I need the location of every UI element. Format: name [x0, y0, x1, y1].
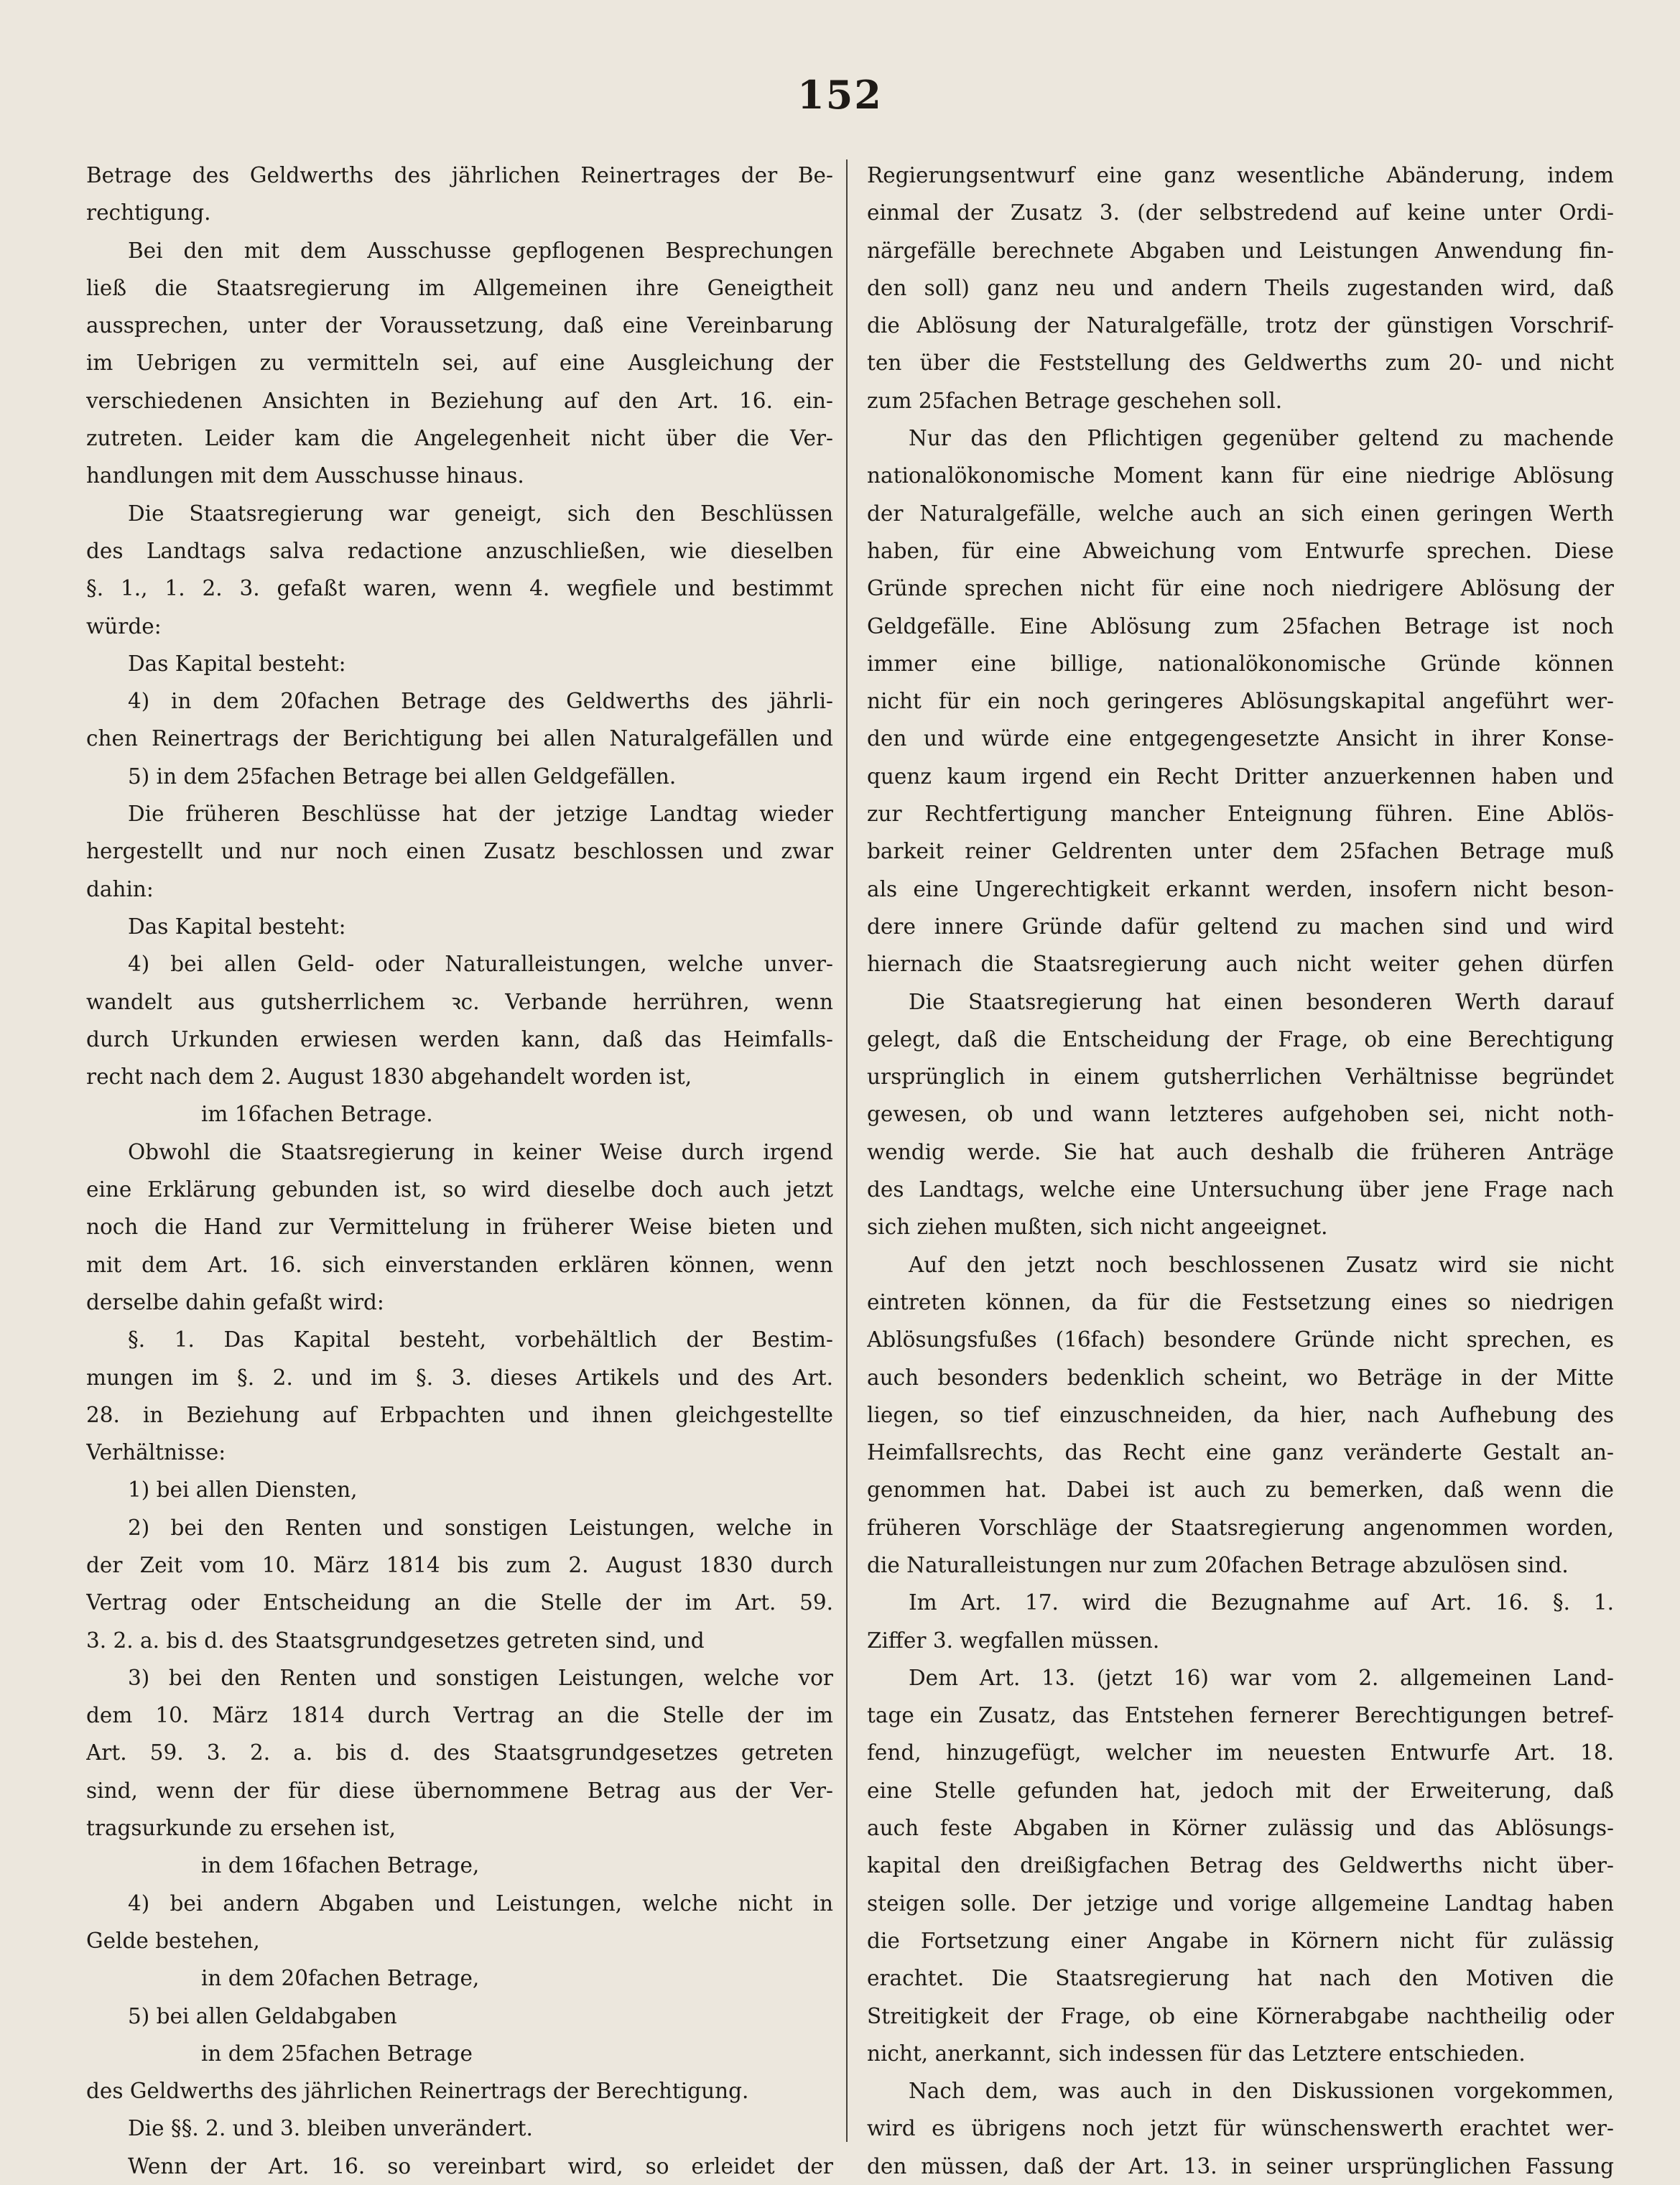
text-line: den soll) ganz neu und andern Theils zugestanden wird, daß — [867, 275, 1614, 300]
text-line: des Geldwerths des jährlichen Reinertrags der Berechtigung. — [86, 2079, 749, 2104]
text-line: auch feste Abgaben in Körner zulässig und das Ablösungs- — [867, 1816, 1614, 1841]
text-line: durch Urkunden erwiesen werden kann, daß das Heimfalls- — [86, 1026, 833, 1052]
text-line: des Landtags, welche eine Untersuchung über jene Frage nach — [867, 1177, 1614, 1202]
text-line: barkeit reiner Geldrenten unter dem 25fachen Betrage muß — [867, 839, 1614, 864]
text-line: 4) bei allen Geld- oder Naturalleistungen, welche unver- — [128, 952, 833, 977]
text-line: haben, für eine Abweichung vom Entwurfe sprechen. Diese — [867, 538, 1614, 563]
text-line: immer eine billige, nationalökonomische Gründe können — [867, 651, 1614, 676]
text-line: §. 1., 1. 2. 3. gefaßt waren, wenn 4. wegfiele und bestimmt — [86, 576, 833, 601]
text-line: in dem 16fachen Betrage, — [201, 1853, 480, 1878]
text-line: hiernach die Staatsregierung auch nicht weiter gehen dürfen — [867, 952, 1614, 977]
text-line: der Naturalgefälle, welche auch an sich einen geringen Werth — [867, 501, 1614, 526]
text-line: genommen hat. Dabei ist auch zu bemerken, daß wenn die — [867, 1477, 1614, 1503]
text-line: den und würde eine entgegengesetzte Ansicht in ihrer Konse- — [867, 726, 1614, 751]
text-line: erachtet. Die Staatsregierung hat nach den Motiven die — [867, 1966, 1614, 1991]
text-line: zur Rechtfertigung mancher Enteignung führen. Eine Ablös- — [867, 802, 1614, 827]
text-line: Heimfallsrechts, das Recht eine ganz veränderte Gestalt an- — [867, 1440, 1614, 1465]
right-column — [867, 157, 1614, 2185]
text-line: gewesen, ob und wann letzteres aufgehoben sei, nicht noth- — [867, 1102, 1614, 1127]
text-line: närgefälle berechnete Abgaben und Leistungen Anwendung fin- — [867, 238, 1614, 263]
text-line: 5) bei allen Geldabgaben — [128, 2003, 397, 2028]
text-line: mit dem Art. 16. sich einverstanden erklären können, wenn — [86, 1252, 833, 1277]
text-line: dem 10. März 1814 durch Vertrag an die Stelle der im — [86, 1703, 833, 1728]
text-line: 3. 2. a. bis d. des Staatsgrundgesetzes getreten sind, und — [86, 1628, 705, 1653]
text-line: Dem Art. 13. (jetzt 16) war vom 2. allgemeinen Land- — [909, 1665, 1614, 1690]
text-line: zutreten. Leider kam die Angelegenheit nicht über die Ver- — [86, 426, 833, 451]
text-line: wandelt aus gutsherrlichem ꝛc. Verbande herrühren, wenn — [86, 989, 833, 1014]
text-line: Das Kapital besteht: — [128, 651, 346, 676]
text-line: Streitigkeit der Frage, ob eine Körnerabgabe nachtheilig oder — [867, 2003, 1614, 2028]
text-line: Die früheren Beschlüsse hat der jetzige Landtag wieder — [128, 802, 833, 827]
text-line: Obwohl die Staatsregierung in keiner Weise durch irgend — [128, 1139, 833, 1164]
text-line: der Zeit vom 10. März 1814 bis zum 2. August 1830 durch — [86, 1552, 833, 1577]
text-line: Art. 59. 3. 2. a. bis d. des Staatsgrundgesetzes getreten — [86, 1740, 833, 1766]
text-line: Die Staatsregierung war geneigt, sich den Beschlüssen — [128, 501, 833, 526]
text-line: hergestellt und nur noch einen Zusatz beschlossen und zwar — [86, 839, 833, 864]
text-line: eine Stelle gefunden hat, jedoch mit der Erweiterung, daß — [867, 1778, 1614, 1803]
text-line: rechtigung. — [86, 200, 211, 226]
text-line: Ablösungsfußes (16fach) besondere Gründe nicht sprechen, es — [867, 1327, 1614, 1353]
text-line: Auf den jetzt noch beschlossenen Zusatz wird sie nicht — [909, 1252, 1614, 1277]
text-line: Bei den mit dem Ausschusse gepflogenen Besprechungen — [128, 238, 833, 263]
text-line: Die Staatsregierung hat einen besonderen Werth darauf — [909, 989, 1614, 1014]
text-line: Nach dem, was auch in den Diskussionen vorgekommen, — [909, 2079, 1614, 2104]
text-line: 2) bei den Renten und sonstigen Leistungen, welche in — [128, 1515, 833, 1540]
text-line: Betrage des Geldwerths des jährlichen Reinertrages der Be- — [86, 163, 833, 187]
text-line: chen Reinertrags der Berichtigung bei allen Naturalgefällen und — [86, 726, 833, 751]
text-line: ließ die Staatsregierung im Allgemeinen ihre Geneigtheit — [86, 275, 833, 300]
text-line: recht nach dem 2. August 1830 abgehandelt worden ist, — [86, 1064, 692, 1090]
text-line: Im Art. 17. wird die Bezugnahme auf Art. 16. §. 1. — [909, 1590, 1614, 1615]
text-line: noch die Hand zur Vermittelung in früherer Weise bieten und — [86, 1215, 833, 1240]
text-line: Gelde bestehen, — [86, 1928, 260, 1953]
text-line: des Landtags salva redactione anzuschließen, wie dieselben — [86, 538, 833, 563]
text-line: nicht, anerkannt, sich indessen für das Letztere entschieden. — [867, 2041, 1526, 2066]
text-line: Wenn der Art. 16. so vereinbart wird, so erleidet der — [128, 2153, 833, 2179]
text-line: auch besonders bedenklich scheint, wo Beträge in der Mitte — [867, 1365, 1614, 1390]
text-line: Nur das den Pflichtigen gegenüber geltend zu machende — [909, 426, 1614, 451]
text-line: die Fortsetzung einer Angabe in Körnern nicht für zulässig — [867, 1928, 1614, 1953]
text-line: tage ein Zusatz, das Entstehen fernerer Berechtigungen betref- — [867, 1703, 1614, 1728]
text-line: würde: — [86, 613, 162, 639]
text-line: liegen, so tief einzuschneiden, da hier, nach Aufhebung des — [867, 1402, 1614, 1427]
text-line: dere innere Gründe dafür geltend zu machen sind und wird — [867, 914, 1614, 939]
text-line: im Uebrigen zu vermitteln sei, auf eine Ausgleichung der — [86, 351, 833, 376]
text-line: nicht für ein noch geringeres Ablösungskapital angeführt wer- — [867, 689, 1614, 714]
text-line: §. 1. Das Kapital besteht, vorbehältlich der Bestim- — [128, 1327, 833, 1353]
text-line: in dem 25fachen Betrage — [201, 2041, 473, 2066]
text-line: tragsurkunde zu ersehen ist, — [86, 1816, 396, 1841]
text-line: dahin: — [86, 876, 154, 901]
text-line: aussprechen, unter der Voraussetzung, daß eine Vereinbarung — [86, 313, 833, 338]
text-line: sind, wenn der für diese übernommene Betrag aus der Ver- — [86, 1778, 833, 1803]
text-line: handlungen mit dem Ausschusse hinaus. — [86, 463, 524, 488]
text-line: wird es übrigens noch jetzt für wünschenswerth erachtet wer- — [867, 2116, 1614, 2141]
text-line: verschiedenen Ansichten in Beziehung auf den Art. 16. ein- — [86, 388, 833, 413]
text-line: 5) in dem 25fachen Betrage bei allen Geldgefällen. — [128, 764, 677, 789]
text-line: Regierungsentwurf eine ganz wesentliche Abänderung, indem — [867, 163, 1614, 187]
text-line: früheren Vorschläge der Staatsregierung angenommen worden, — [867, 1515, 1614, 1540]
text-line: ten über die Feststellung des Geldwerths zum 20- und nicht — [867, 351, 1614, 376]
text-line: im 16fachen Betrage. — [201, 1102, 433, 1127]
page-number: 152 — [797, 72, 883, 118]
left-column — [86, 157, 833, 2185]
text-line: 4) in dem 20fachen Betrage des Geldwerths des jährli- — [128, 689, 833, 714]
text-line: ursprünglich in einem gutsherrlichen Verhältnisse begründet — [867, 1064, 1614, 1090]
text-line: derselbe dahin gefaßt wird: — [86, 1289, 384, 1314]
text-line: 1) bei allen Diensten, — [128, 1477, 358, 1503]
text-line: Ziffer 3. wegfallen müssen. — [867, 1628, 1160, 1653]
text-line: gelegt, daß die Entscheidung der Frage, ob eine Berechtigung — [867, 1026, 1614, 1052]
text-line: einmal der Zusatz 3. (der selbstredend auf keine unter Ordi- — [867, 200, 1614, 226]
text-line: 28. in Beziehung auf Erbpachten und ihnen gleichgestellte — [86, 1402, 833, 1427]
text-line: wendig werde. Sie hat auch deshalb die früheren Anträge — [867, 1139, 1614, 1164]
text-line: Verhältnisse: — [86, 1440, 226, 1465]
text-line: in dem 20fachen Betrage, — [201, 1966, 480, 1991]
text-line: sich ziehen mußten, sich nicht angeeignet. — [867, 1215, 1328, 1240]
text-line: eintreten können, da für die Festsetzung eines so niedrigen — [867, 1289, 1614, 1314]
text-line: den müssen, daß der Art. 13. in seiner ursprünglichen Fassung — [867, 2153, 1614, 2179]
text-line: 4) bei andern Abgaben und Leistungen, welche nicht in — [128, 1891, 833, 1916]
text-line: als eine Ungerechtigkeit erkannt werden, insofern nicht beson- — [867, 876, 1614, 901]
text-line: eine Erklärung gebunden ist, so wird dieselbe doch auch jetzt — [86, 1177, 833, 1202]
text-line: 3) bei den Renten und sonstigen Leistungen, welche vor — [128, 1665, 833, 1690]
column-divider — [846, 159, 848, 2142]
text-line: Die §§. 2. und 3. bleiben unverändert. — [128, 2116, 533, 2141]
text-line: Geldgefälle. Eine Ablösung zum 25fachen Betrage ist noch — [867, 613, 1614, 639]
text-line: die Ablösung der Naturalgefälle, trotz der günstigen Vorschrif- — [867, 313, 1614, 338]
text-line: Das Kapital besteht: — [128, 914, 346, 939]
text-line: mungen im §. 2. und im §. 3. dieses Artikels und des Art. — [86, 1365, 833, 1390]
text-line: die Naturalleistungen nur zum 20fachen Betrage abzulösen sind. — [867, 1552, 1569, 1577]
text-line: steigen solle. Der jetzige und vorige allgemeine Landtag haben — [867, 1891, 1614, 1916]
text-line: Vertrag oder Entscheidung an die Stelle der im Art. 59. — [86, 1590, 833, 1615]
text-line: kapital den dreißigfachen Betrag des Geldwerths nicht über- — [867, 1853, 1614, 1878]
text-line: nationalökonomische Moment kann für eine niedrige Ablösung — [867, 463, 1614, 488]
text-line: zum 25fachen Betrage geschehen soll. — [867, 388, 1283, 413]
text-line: fend, hinzugefügt, welcher im neuesten Entwurfe Art. 18. — [867, 1740, 1614, 1766]
text-line: quenz kaum irgend ein Recht Dritter anzuerkennen haben und — [867, 764, 1614, 789]
text-line: Gründe sprechen nicht für eine noch niedrigere Ablösung der — [867, 576, 1614, 601]
